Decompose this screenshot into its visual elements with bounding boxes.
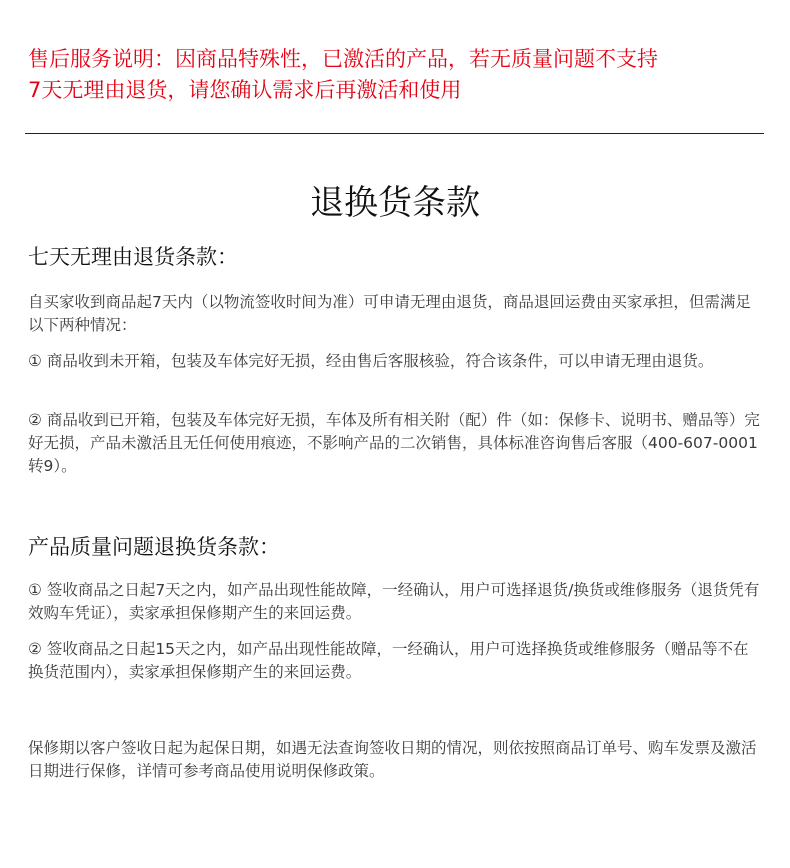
quality-item-2: ② 签收商品之日起15天之内，如产品出现性能故障，一经确认，用户可选择换货或维修服务（赠品等不在换货范围内），卖家承担保修期产生的来回运费。 bbox=[28, 640, 749, 681]
page-title: 退换货条款 bbox=[310, 183, 480, 223]
seven-day-heading: 七天无理由退货条款： bbox=[28, 245, 238, 269]
seven-day-item-1: ① 商品收到未开箱，包装及车体完好无损，经由售后客服核验，符合该条件，可以申请无理由退货。 bbox=[28, 352, 714, 370]
quality-item-1: ① 签收商品之日起7天之内，如产品出现性能故障，一经确认，用户可选择退货/换货或维修服务（退货凭有效购车凭证），卖家承担保修期产生的来回运费。 bbox=[28, 581, 760, 622]
quality-heading: 产品质量问题退换货条款： bbox=[28, 535, 280, 559]
divider bbox=[25, 133, 764, 134]
notice-line-2: 7天无理由退货，请您确认需求后再激活和使用 bbox=[28, 78, 462, 102]
notice-line-1: 售后服务说明：因商品特殊性，已激活的产品，若无质量问题不支持 bbox=[28, 47, 658, 71]
seven-day-item-2: ② 商品收到已开箱，包装及车体完好无损，车体及所有相关附（配）件（如：保修卡、说明书、赠品等）完好无损，产品未激活且无任何使用痕迹，不影响产品的二次销售，具体标准咨询售后客服（400-607-0001转9）。 bbox=[28, 411, 760, 475]
after-sales-notice bbox=[28, 44, 768, 106]
warranty-note: 保修期以客户签收日起为起保日期，如遇无法查询签收日期的情况，则依按照商品订单号、购车发票及激活日期进行保修，详情可参考商品使用说明保修政策。 bbox=[28, 739, 757, 780]
seven-day-intro: 自买家收到商品起7天内（以物流签收时间为准）可申请无理由退货，商品退回运费由买家承担，但需满足以下两种情况： bbox=[28, 293, 751, 334]
